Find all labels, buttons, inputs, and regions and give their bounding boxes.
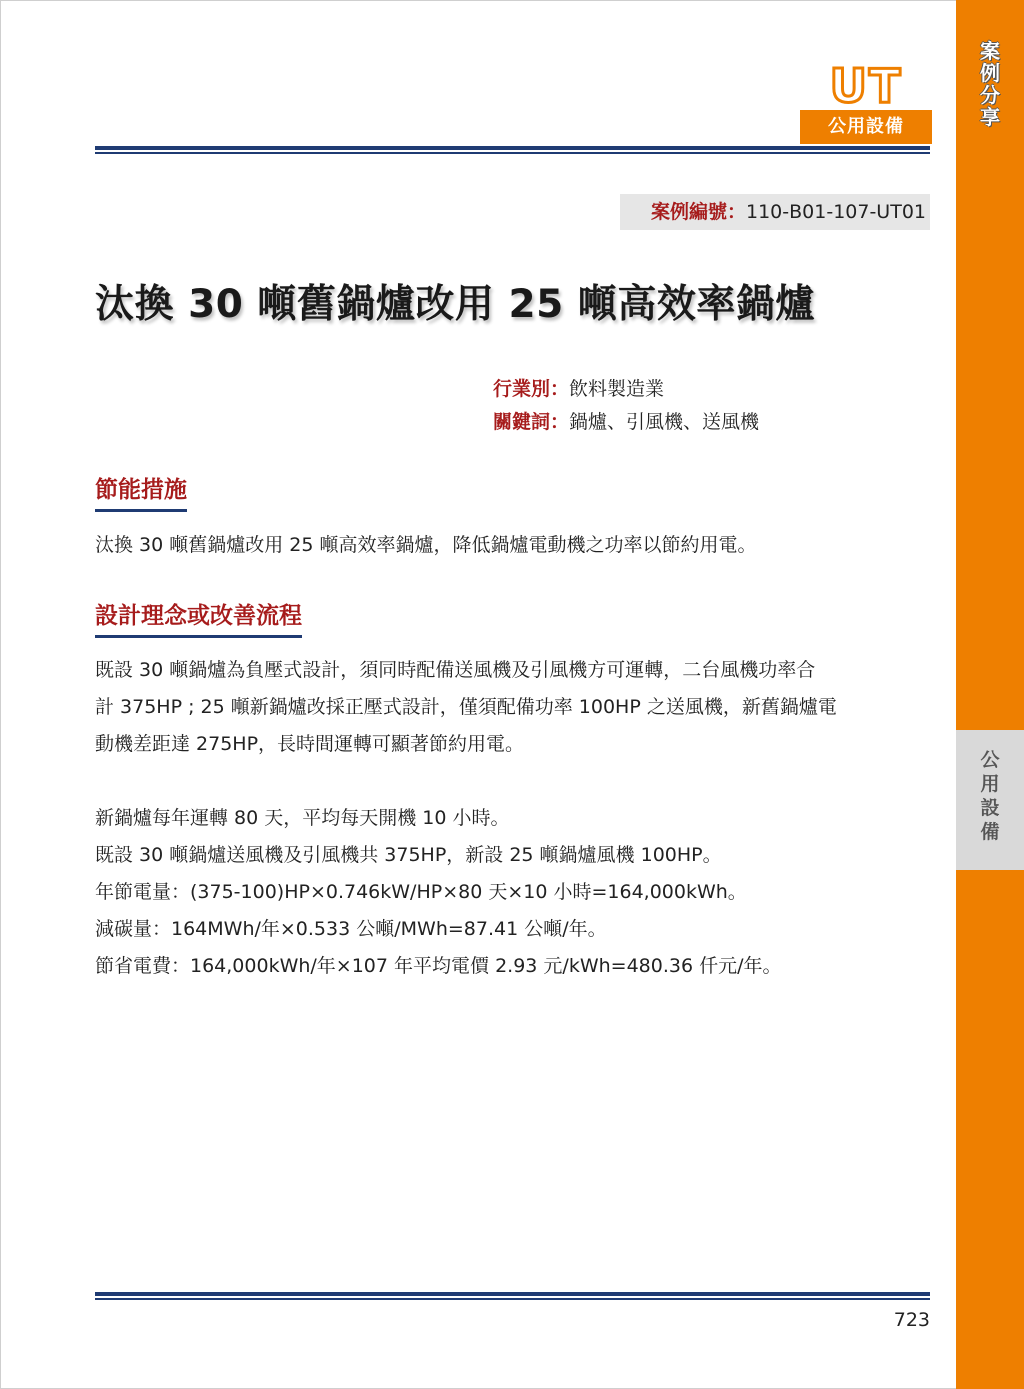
keywords-label: 關鍵詞： xyxy=(493,411,570,433)
keywords-value: 鍋爐、引風機、送風機 xyxy=(569,411,760,433)
design-line: 計 375HP ; 25 噸新鍋爐改採正壓式設計，僅須配備功率 100HP 之送風機，新舊鍋爐電 xyxy=(95,696,837,718)
design-line: 既設 30 噸鍋爐為負壓式設計，須同時配備送風機及引風機方可運轉，二台風機功率合 xyxy=(95,659,816,681)
logo-letters-text: UT xyxy=(829,64,903,108)
calc-line: 年節電量：(375-100)HP×0.746kW/HP×80 天×10 小時=164,000kWh。 xyxy=(95,881,747,903)
footer-rule xyxy=(95,1292,930,1300)
keywords xyxy=(493,407,893,437)
calc-line: 新鍋爐每年運轉 80 天，平均每天開機 10 小時。 xyxy=(95,807,510,829)
calc-line: 減碳量：164MWh/年×0.533 公噸/MWh=87.41 公噸/年。 xyxy=(95,918,607,940)
calc-line: 節省電費：164,000kWh/年×107 年平均電價 2.93 元/kWh=480.36 仟元/年。 xyxy=(95,955,782,977)
ut-logo xyxy=(800,64,932,146)
case-number-label: 案例編號： xyxy=(650,201,746,223)
case-number-value: 110-B01-107-UT01 xyxy=(746,201,926,223)
section-heading-measure: 節能措施 xyxy=(95,473,187,512)
side-tab-section-text xyxy=(956,748,1024,844)
logo-label: 公用設備 xyxy=(800,110,932,144)
industry-label: 行業別： xyxy=(493,378,570,400)
design-line: 動機差距達 275HP，長時間運轉可顯著節約用電。 xyxy=(95,733,525,755)
side-tab-section-label: 公 用 設 備 xyxy=(980,749,1000,843)
industry xyxy=(493,374,893,404)
page-number: 723 xyxy=(893,1309,930,1331)
page-title: 汰換 30 噸舊鍋爐改用 25 噸高效率鍋爐 xyxy=(95,282,815,327)
side-tab-case-sharing-label: 案 例 分 享 xyxy=(980,39,1000,129)
design-paragraph xyxy=(95,652,935,763)
side-tab-case-sharing xyxy=(956,40,1024,160)
side-bar xyxy=(956,0,1024,1389)
ut-logo-letters xyxy=(800,64,932,108)
case-number xyxy=(620,194,930,230)
section-heading-design: 設計理念或改善流程 xyxy=(95,599,302,638)
measure-text: 汰換 30 噸舊鍋爐改用 25 噸高效率鍋爐，降低鍋爐電動機之功率以節約用電。 xyxy=(95,534,757,556)
header-rule xyxy=(95,146,930,154)
industry-value: 飲料製造業 xyxy=(569,378,665,400)
calc-line: 既設 30 噸鍋爐送風機及引風機共 375HP，新設 25 噸鍋爐風機 100HP。 xyxy=(95,844,722,866)
calculation-paragraph xyxy=(95,800,935,985)
